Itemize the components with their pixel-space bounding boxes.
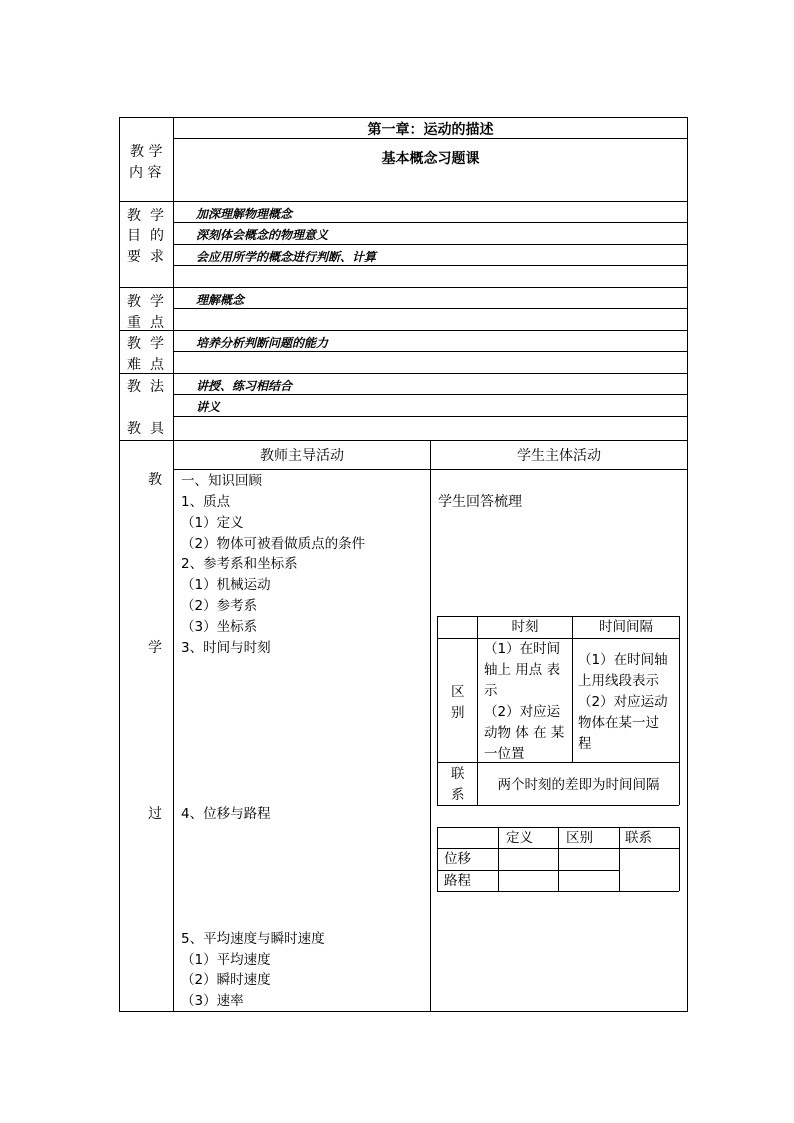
label-content-1: 教 学 xyxy=(130,144,163,160)
teacher-line: 3、时间与时刻 xyxy=(181,640,271,656)
teacher-line: 1、质点 xyxy=(181,494,231,510)
time-table-interval-line: （2）对应运动 xyxy=(578,694,668,710)
label-diff-jiao: 教 xyxy=(127,336,141,352)
label-tools-jiao: 教 xyxy=(127,421,141,437)
key-point: 理解概念 xyxy=(196,293,245,307)
time-table-row-label: 联 xyxy=(451,766,465,782)
goal-2: 深刻体会概念的物理意义 xyxy=(196,228,329,242)
teacher-line: 2、参考系和坐标系 xyxy=(181,556,298,572)
teacher-line: （2）物体可被看做质点的条件 xyxy=(181,536,366,552)
label-goals-qiu: 求 xyxy=(150,249,164,265)
time-table-moment-line: 轴上 用点 表 xyxy=(484,662,561,678)
label-method-jiao: 教 xyxy=(127,379,141,395)
label-method-fa: 法 xyxy=(150,379,164,395)
label-process-xue: 学 xyxy=(148,640,162,656)
displacement-table-header: 区别 xyxy=(566,830,593,846)
teacher-line: （1）平均速度 xyxy=(181,952,271,968)
time-table-interval-line: 上用线段表示 xyxy=(578,673,659,689)
label-key-zhong: 重 xyxy=(127,315,141,331)
label-process-guo: 过 xyxy=(148,806,162,822)
teacher-line: （3）速率 xyxy=(181,993,244,1009)
label-goals-jiao: 教 xyxy=(127,208,141,224)
time-table-interval-line: 程 xyxy=(578,736,592,752)
label-tools-ju: 具 xyxy=(150,421,164,437)
time-table-row-label: 别 xyxy=(451,705,465,721)
teacher-line: 一、知识回顾 xyxy=(181,473,262,489)
goal-1: 加深理解物理概念 xyxy=(196,207,293,221)
chapter-title: 第一章：运动的描述 xyxy=(367,122,494,138)
displacement-table-header: 定义 xyxy=(506,830,533,846)
student-note: 学生回答梳理 xyxy=(438,494,522,510)
label-key-dian: 点 xyxy=(150,315,164,331)
label-goals-yao: 要 xyxy=(127,249,141,265)
displacement-table-header: 联系 xyxy=(625,830,652,846)
time-table-relation: 两个时刻的差即为时间间隔 xyxy=(497,777,660,793)
displacement-table-row-label: 路程 xyxy=(444,873,471,889)
time-table-interval-line: 物体在某一过 xyxy=(578,715,659,731)
label-key-xue: 学 xyxy=(150,294,164,310)
time-table-moment-line: （1）在时间 xyxy=(484,641,561,657)
student-activity-header: 学生主体活动 xyxy=(517,448,601,464)
time-table-row-label: 区 xyxy=(451,684,465,700)
time-table-row-label: 系 xyxy=(451,787,465,803)
teacher-line: 4、位移与路程 xyxy=(181,806,271,822)
label-diff-dian: 点 xyxy=(150,357,164,373)
time-table-moment-line: （2）对应运 xyxy=(484,704,561,720)
method-text: 讲授、练习相结合 xyxy=(196,379,293,393)
time-table-interval-line: （1）在时间轴 xyxy=(578,652,668,668)
time-table-header-moment: 时刻 xyxy=(511,619,539,635)
lesson-title: 基本概念习题课 xyxy=(381,151,480,167)
label-diff-xue: 学 xyxy=(150,336,164,352)
time-table-moment-line: 动物 体 在 某 xyxy=(484,725,565,741)
displacement-table-row-label: 位移 xyxy=(444,851,471,867)
teacher-line: 5、平均速度与瞬时速度 xyxy=(181,931,325,947)
teacher-line: （1）机械运动 xyxy=(181,577,271,593)
label-goals-de: 的 xyxy=(150,228,164,244)
teacher-line: （2）瞬时速度 xyxy=(181,972,271,988)
teacher-line: （2）参考系 xyxy=(181,598,258,614)
goal-3: 会应用所学的概念进行判断、计算 xyxy=(196,250,377,264)
time-table-header-interval: 时间间隔 xyxy=(599,619,653,635)
teacher-activity-header: 教师主导活动 xyxy=(260,448,344,464)
label-goals-mu: 目 xyxy=(127,228,141,244)
teacher-line: （3）坐标系 xyxy=(181,619,258,635)
label-content-2: 内 容 xyxy=(129,165,162,181)
label-key-jiao: 教 xyxy=(127,294,141,310)
label-goals-xue: 学 xyxy=(150,208,164,224)
time-table-moment-line: 一位置 xyxy=(484,746,525,762)
tools-text: 讲义 xyxy=(196,400,221,414)
label-process-jiao: 教 xyxy=(148,472,162,488)
difficulty-point: 培养分析判断问题的能力 xyxy=(196,336,329,350)
teacher-line: （1）定义 xyxy=(181,515,244,531)
label-diff-nan: 难 xyxy=(127,357,141,373)
time-table-moment-line: 示 xyxy=(484,683,498,699)
